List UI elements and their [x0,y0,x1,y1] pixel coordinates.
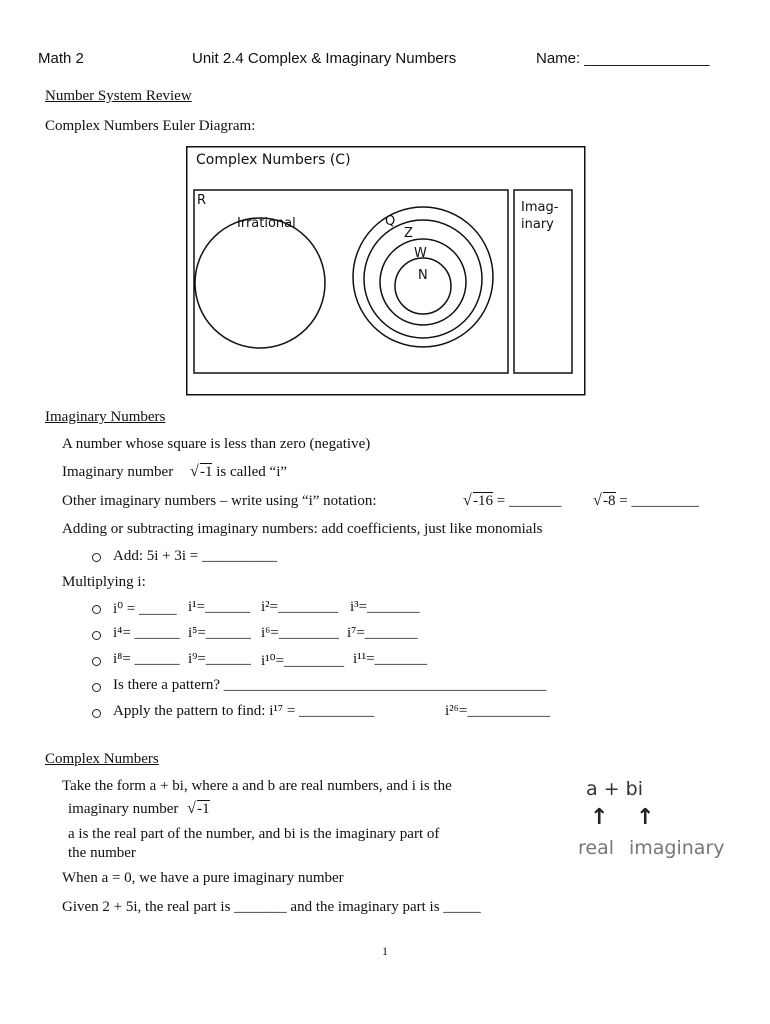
real-part-line-2: the number [68,845,136,861]
name-field[interactable]: Name: _______________ [536,50,710,67]
sqrt-neg16-blank[interactable]: √ -16 = _______ [464,493,561,510]
course-label: Math 2 [38,50,84,67]
real-part-line: a is the real part of the number, and bi is the imaginary part of [68,826,440,842]
irrational-label: Irrational [237,216,296,231]
radical-neg16: -16 [473,493,493,509]
sqrt-neg8-blank[interactable]: √ -8 = _________ [594,493,699,510]
power-i8[interactable]: i⁸= ______ [113,651,180,667]
rational-label: Q [385,214,396,229]
bullet-icon [92,553,101,562]
multiplying-label: Multiplying i: [62,574,146,590]
power-i7[interactable]: i⁷=_______ [347,625,418,641]
imaginary-number-text: imaginary number [68,801,179,817]
imaginary-caption: imaginary [629,837,725,859]
radical-neg1-complex: -1 [197,801,210,817]
review-heading: Number System Review [45,88,192,104]
called-i-text: is called “i” [212,464,288,480]
power-i11[interactable]: i¹¹=_______ [353,651,428,667]
add-exercise[interactable]: Add: 5i + 3i = __________ [113,548,278,564]
power-i2[interactable]: i²=________ [261,599,339,615]
power-i9[interactable]: i⁹=______ [188,651,251,667]
bullet-icon [92,709,101,718]
power-i1[interactable]: i¹=______ [188,599,251,615]
integer-label: Z [404,226,413,241]
complex-set-label: Complex Numbers (C) [196,152,351,168]
power-i5[interactable]: i⁵=______ [188,625,251,641]
power-i4[interactable]: i⁴= ______ [113,625,180,641]
bullet-icon [92,683,101,692]
bullet-icon [92,657,101,666]
page-number: 1 [382,944,388,958]
imaginary-unit-line [62,464,287,481]
power-i3[interactable]: i³=_______ [350,599,420,615]
apply-pattern-i26[interactable]: i²⁶=___________ [445,703,550,719]
adding-rule: Adding or subtracting imaginary numbers: add coefficients, just like monomials [62,521,543,537]
pattern-question[interactable]: Is there a pattern? ___________________________________________ [113,677,547,693]
complex-form-formula: a + bi [586,778,643,800]
arrow-up-icon: ↑ [590,805,609,830]
real-caption: real [578,837,615,859]
radical-neg1: -1 [199,464,213,480]
real-set-label: R [197,193,207,208]
natural-label: N [418,268,428,283]
power-i0[interactable]: i⁰ = _____ [113,601,177,617]
imaginary-number-line [68,801,210,818]
bullet-icon [92,631,101,640]
power-i6[interactable]: i⁶=________ [261,625,339,641]
bullet-icon [92,605,101,614]
arrow-up-icon: ↑ [636,805,655,830]
given-exercise[interactable]: Given 2 + 5i, the real part is _______ and the imaginary part is _____ [62,899,481,915]
imaginary-heading: Imaginary Numbers [45,409,166,425]
imaginary-definition: A number whose square is less than zero (negative) [62,436,371,452]
apply-pattern-i17[interactable]: Apply the pattern to find: i¹⁷ = __________ [113,703,375,719]
whole-label: W [414,246,427,261]
imaginary-set-label-1: Imag- [521,200,559,215]
radical-neg8: -8 [603,493,616,509]
complex-form-line: Take the form a + bi, where a and b are real numbers, and i is the [62,778,452,794]
other-imaginary-line: Other imaginary numbers – write using “i” notation: [62,493,377,509]
power-i10[interactable]: i¹⁰=________ [261,653,345,669]
unit-title: Unit 2.4 Complex & Imaginary Numbers [192,50,457,67]
pure-imaginary-line: When a = 0, we have a pure imaginary number [62,870,344,886]
diagram-caption: Complex Numbers Euler Diagram: [45,118,256,134]
imaginary-set-label-2: inary [521,217,554,232]
imaginary-unit-text: Imaginary number [62,464,174,480]
euler-diagram [186,146,586,396]
complex-heading: Complex Numbers [45,751,159,767]
